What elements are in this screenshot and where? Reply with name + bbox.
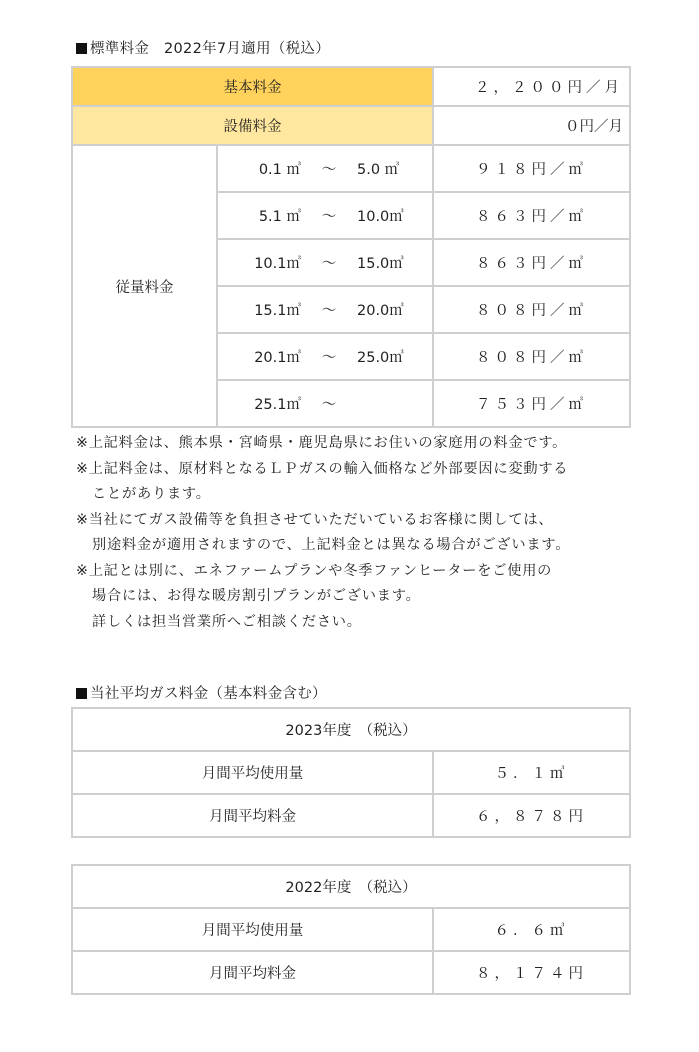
average-fee-heading: 当社平均ガス料金（基本料金含む） (76, 682, 327, 703)
tier-price: ７５３円／㎥ (433, 380, 630, 427)
usage-label: 月間平均使用量 (72, 908, 433, 951)
usage-value: ５．１㎥ (433, 751, 630, 794)
note-line: ことがあります。 (92, 486, 211, 502)
tier-range: 25.1㎥ 〜 (217, 380, 433, 427)
basic-fee-row (72, 67, 630, 106)
standard-rate-heading: 標準料金 2022年7月適用（税込） (76, 37, 330, 58)
tier-price: ８０８円／㎥ (433, 286, 630, 333)
basic-fee-value: ２，２００円／月 (433, 67, 630, 106)
tier-range: 0.1 ㎥ 〜 5.0 ㎥ (217, 145, 433, 192)
tier-price: ８０８円／㎥ (433, 333, 630, 380)
equipment-fee-row (72, 106, 630, 145)
fee-label: 月間平均料金 (72, 951, 433, 994)
tier-range: 20.1㎥ 〜 25.0㎥ (217, 333, 433, 380)
basic-fee-label: 基本料金 (72, 67, 433, 106)
standard-rate-table (71, 66, 631, 428)
average-fee-table-2023 (71, 707, 631, 838)
tier-price: ８６３円／㎥ (433, 192, 630, 239)
note-line: ※上記とは別に、エネファームプランや冬季ファンヒーターをご使用の (76, 562, 553, 579)
table-row (72, 794, 630, 837)
tier-range: 5.1 ㎥ 〜 10.0㎥ (217, 192, 433, 239)
volume-fee-label: 従量料金 (72, 145, 217, 427)
notes (76, 431, 570, 635)
note-line: 詳しくは担当営業所へご相談ください。 (92, 613, 362, 630)
average-fee-table-2022 (71, 864, 631, 995)
note-line: ※当社にてガス設備等を負担させていただいているお客様に関しては、 (76, 511, 554, 528)
table-row (72, 951, 630, 994)
note-line: 別途料金が適用されますので、上記料金とは異なる場合がございます。 (92, 537, 571, 553)
tier-price: ９１８円／㎥ (433, 145, 630, 192)
tier-range: 10.1㎥ 〜 15.0㎥ (217, 239, 433, 286)
table-row (72, 751, 630, 794)
usage-label: 月間平均使用量 (72, 751, 433, 794)
table-row (72, 908, 630, 951)
note-line: ※上記料金は、原材料となるＬＰガスの輸入価格など外部要因に変動する (76, 460, 569, 477)
fee-value: ６，８７８円 (433, 794, 630, 837)
table-row (72, 145, 630, 192)
equipment-fee-label: 設備料金 (72, 106, 433, 145)
year-header: 2023年度 （税込） (72, 708, 630, 751)
square-bullet-icon (76, 688, 87, 699)
usage-value: ６．６㎥ (433, 908, 630, 951)
tier-range: 15.1㎥ 〜 20.0㎥ (217, 286, 433, 333)
tier-price: ８６３円／㎥ (433, 239, 630, 286)
note-line: 場合には、お得な暖房割引プランがございます。 (92, 588, 421, 604)
equipment-fee-value: ０円／月 (433, 106, 630, 145)
fee-label: 月間平均料金 (72, 794, 433, 837)
table-row (72, 865, 630, 908)
table-row (72, 708, 630, 751)
note-line: ※上記料金は、熊本県・宮崎県・鹿児島県にお住いの家庭用の料金です。 (76, 435, 568, 451)
year-header: 2022年度 （税込） (72, 865, 630, 908)
square-bullet-icon (76, 43, 87, 54)
fee-value: ８，１７４円 (433, 951, 630, 994)
